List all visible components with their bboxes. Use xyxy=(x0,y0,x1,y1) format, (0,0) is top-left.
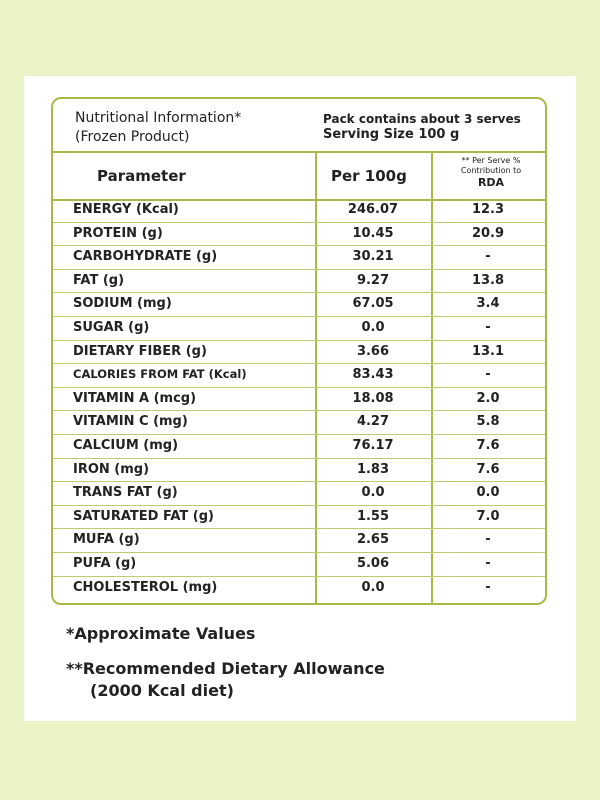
row-per-100g: 5.06 xyxy=(356,555,390,571)
row-parameter: SUGAR (g) xyxy=(73,319,150,335)
table-row xyxy=(53,293,545,317)
title-line-1: Nutritional Information* xyxy=(75,110,242,126)
table-body xyxy=(53,199,545,607)
serving-line: Serving Size 100 g xyxy=(323,127,460,142)
rda-line-1: ** Per Serve % xyxy=(461,156,521,165)
table-row xyxy=(53,223,545,247)
row-rda: 7.0 xyxy=(476,508,500,524)
row-parameter: VITAMIN C (mg) xyxy=(73,414,188,430)
row-per-100g: 67.05 xyxy=(352,296,394,312)
row-rda: - xyxy=(485,532,491,548)
serving-info xyxy=(323,112,521,142)
table-row xyxy=(53,341,545,365)
table-row xyxy=(53,435,545,459)
footnotes xyxy=(66,623,385,702)
row-rda: 7.6 xyxy=(476,461,500,477)
col-per-100g: Per 100g xyxy=(331,167,407,185)
row-parameter: CALORIES FROM FAT (Kcal) xyxy=(73,367,247,382)
row-rda: - xyxy=(485,555,491,571)
row-per-100g: 10.45 xyxy=(352,225,394,241)
label-card xyxy=(24,76,576,721)
row-rda: 12.3 xyxy=(471,202,505,217)
nutrition-table xyxy=(51,97,547,605)
row-rda: 2.0 xyxy=(476,390,500,406)
row-parameter: FAT (g) xyxy=(73,272,125,288)
row-per-100g: 0.0 xyxy=(361,319,385,335)
row-per-100g: 30.21 xyxy=(352,249,394,265)
row-per-100g: 9.27 xyxy=(356,272,390,288)
rda-line-2: Contribution to xyxy=(460,166,522,175)
row-rda: 5.8 xyxy=(476,414,500,430)
table-row xyxy=(53,577,545,607)
table-row xyxy=(53,317,545,341)
row-rda: - xyxy=(485,249,491,265)
row-parameter: SATURATED FAT (g) xyxy=(73,508,214,524)
pack-line: Pack contains about 3 serves xyxy=(323,112,521,126)
footnote-rda: **Recommended Dietary Allowance xyxy=(66,659,385,678)
row-per-100g: 0.0 xyxy=(361,579,385,595)
row-parameter: TRANS FAT (g) xyxy=(73,485,178,501)
row-parameter: IRON (mg) xyxy=(73,461,150,477)
row-per-100g: 4.27 xyxy=(356,414,390,430)
row-rda: 3.4 xyxy=(476,296,500,312)
table-row xyxy=(53,388,545,412)
row-rda: 0.0 xyxy=(476,485,500,501)
rda-line-3: RDA xyxy=(477,176,505,189)
col-parameter: Parameter xyxy=(97,167,186,185)
table-row xyxy=(53,246,545,270)
row-parameter: DIETARY FIBER (g) xyxy=(73,343,207,359)
row-per-100g: 2.65 xyxy=(356,532,390,548)
row-parameter: CHOLESTEROL (mg) xyxy=(73,579,218,595)
table-row xyxy=(53,529,545,553)
row-rda: 7.6 xyxy=(476,437,500,453)
row-parameter: CALCIUM (mg) xyxy=(73,437,179,453)
table-row xyxy=(53,270,545,294)
row-per-100g: 0.0 xyxy=(361,485,385,501)
row-parameter: CARBOHYDRATE (g) xyxy=(73,249,218,265)
row-per-100g: 18.08 xyxy=(352,390,394,406)
table-row xyxy=(53,459,545,483)
table-row xyxy=(53,364,545,388)
table-row xyxy=(53,553,545,577)
row-per-100g: 1.83 xyxy=(356,461,390,477)
table-title xyxy=(75,109,241,147)
table-header xyxy=(53,99,545,153)
row-per-100g: 76.17 xyxy=(352,437,394,453)
row-rda: - xyxy=(485,319,491,335)
row-rda: 13.1 xyxy=(471,343,505,359)
row-parameter: PROTEIN (g) xyxy=(73,225,163,241)
row-parameter: VITAMIN A (mcg) xyxy=(73,390,197,406)
table-row xyxy=(53,506,545,530)
row-per-100g: 3.66 xyxy=(356,343,390,359)
row-per-100g: 83.43 xyxy=(352,367,394,383)
row-per-100g: 246.07 xyxy=(347,202,399,217)
row-rda: 13.8 xyxy=(471,272,505,288)
footnote-rda-diet: (2000 Kcal diet) xyxy=(90,681,234,700)
footnote-approx: *Approximate Values xyxy=(66,624,256,643)
row-parameter: SODIUM (mg) xyxy=(73,296,172,312)
row-rda: - xyxy=(485,579,491,595)
row-rda: - xyxy=(485,367,491,383)
column-headers xyxy=(53,151,545,201)
row-parameter: PUFA (g) xyxy=(73,555,137,571)
row-parameter: ENERGY (Kcal) xyxy=(73,202,179,217)
table-row xyxy=(53,199,545,223)
row-per-100g: 1.55 xyxy=(356,508,390,524)
col-rda xyxy=(441,156,541,188)
table-row xyxy=(53,411,545,435)
row-parameter: MUFA (g) xyxy=(73,532,140,548)
title-line-2: (Frozen Product) xyxy=(75,129,190,145)
table-row xyxy=(53,482,545,506)
row-rda: 20.9 xyxy=(471,225,505,241)
